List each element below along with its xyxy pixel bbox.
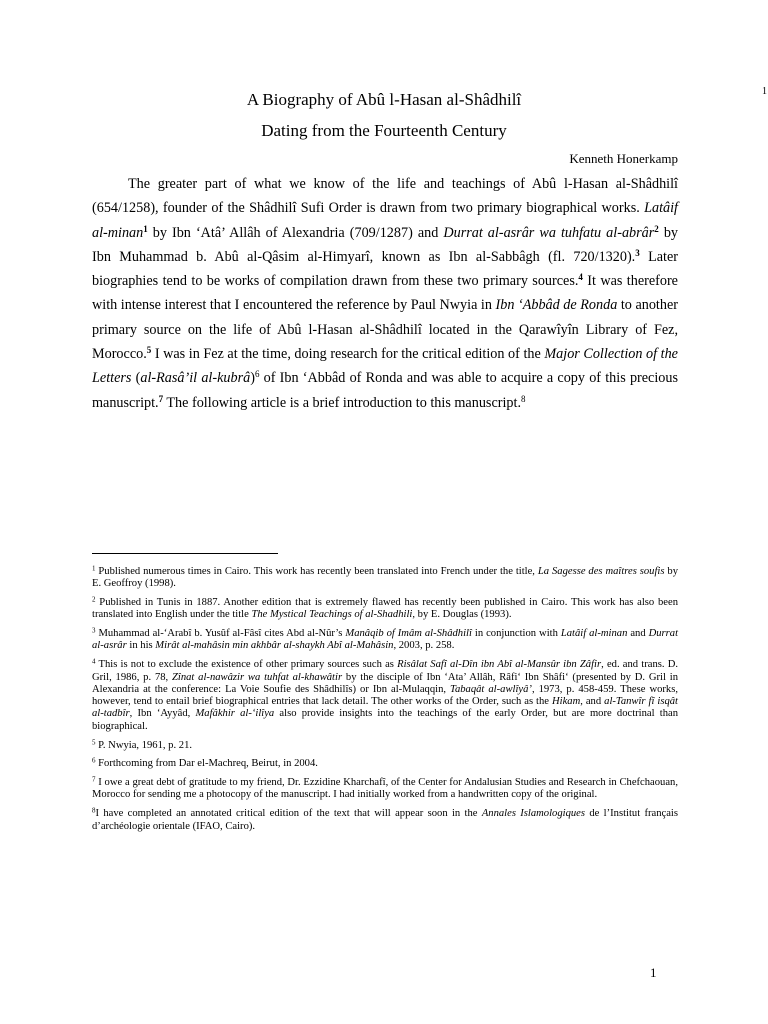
footnote-italic: Zînat al-nawâzir wa tuhfat al-khawâtir bbox=[172, 671, 343, 683]
footnote-5 bbox=[92, 740, 678, 752]
footnote-text: , by E. Douglas (1993). bbox=[412, 609, 512, 621]
page-number: 1 bbox=[650, 965, 657, 980]
body-text-segment: to another primary source on the life of Abû l-Hasan al-Shâdhilî located in the Qarawîyîn Library of Fez, Morocco. bbox=[92, 297, 678, 363]
footnote-italic: Hikam bbox=[551, 696, 581, 708]
footnote-number: 6 bbox=[92, 756, 96, 765]
footnote-text: I owe a great debt of gratitude to my friend, Dr. Ezzidine Kharchafî, of the Center for Andalusian Studies and Research in Chefchaouan, Morocco for sending me a photocopy of the manuscript. I had initially worked from a handwritten copy of the original. bbox=[92, 777, 678, 801]
work-title-latif-al-minan: Latâif al-minan bbox=[92, 200, 678, 241]
footnote-text: Muhammad al-‘Arabî b. Yusûf al-Fâsî cites Abd al-Nûr’s bbox=[95, 628, 346, 640]
footnote-ref-7: 7 bbox=[158, 393, 164, 404]
body-text-segment: The greater part of what we know of the life and teachings of Abû l-Hasan al-Shâdhilî (654/1258), founder of the Shâdhilî Sufi Order is drawn from two primary biographical works. bbox=[92, 176, 678, 217]
footnote-6 bbox=[92, 758, 678, 770]
footnote-text: by E. Geoffroy (1998). bbox=[92, 566, 679, 590]
footnote-number: 2 bbox=[92, 595, 96, 604]
body-text-segment: of Ibn ‘Abbâd of Ronda and was able to acquire a copy of this precious manuscript. bbox=[92, 370, 679, 411]
body-paragraph bbox=[92, 172, 678, 415]
footnote-ref-4: 4 bbox=[578, 272, 583, 283]
footnote-number: 1 bbox=[92, 564, 96, 573]
footnote-text: Forthcoming from Dar el-Machreq, Beirut, in 2004. bbox=[95, 758, 318, 770]
footnote-italic: al-Tanwîr fî isqât al-tadbîr bbox=[92, 696, 678, 720]
footnote-4 bbox=[92, 659, 678, 733]
footnote-7 bbox=[92, 777, 678, 802]
footnote-italic: Annales Islamologiques bbox=[481, 808, 586, 820]
footnote-text: Published numerous times in Cairo. This work has recently been translated into French under the title, bbox=[95, 566, 538, 577]
document-title: A Biography of Abû l-Hasan al-Shâdhilî bbox=[246, 90, 522, 109]
body-text-segment: Later biographies tend to be works of compilation drawn from these two primary sources. bbox=[92, 248, 678, 290]
footnote-text: P. Nwyia, 1961, p. 21. bbox=[95, 739, 193, 751]
footnote-italic: Mafâkhir al-‘ilîya bbox=[195, 708, 275, 720]
author-name: Kenneth Honerkamp bbox=[569, 151, 678, 166]
footnote-number: 4 bbox=[92, 657, 96, 666]
footnote-2 bbox=[92, 597, 678, 622]
footnote-text: , 2003, p. 258. bbox=[393, 640, 455, 652]
footnote-text: de l’Institut français d’archéologie orientale (IFAO, Cairo). bbox=[92, 808, 679, 832]
footnote-ref-8: 8 bbox=[521, 393, 526, 404]
document-subtitle: Dating from the Fourteenth Century bbox=[261, 121, 507, 140]
footnote-ref-6: 6 bbox=[254, 369, 260, 380]
footnote-number: 5 bbox=[92, 738, 96, 747]
footnote-text: This is not to exclude the existence of other primary sources such as bbox=[95, 659, 398, 671]
footnote-8 bbox=[92, 808, 678, 833]
footnote-ref-5: 5 bbox=[146, 345, 152, 356]
footnote-1 bbox=[92, 566, 678, 591]
footnote-italic: Risâlat Safî al-Dîn ibn Abî al-Mansûr ibn Zâfir bbox=[397, 659, 602, 671]
footnote-text: in his bbox=[126, 640, 156, 652]
footnote-italic: Tabaqât al-awlîyâ’ bbox=[450, 683, 532, 695]
footnote-text: by the disciple of Ibn ‘Ata’ Allâh, Râfi‘ Ibn Shâfi‘ (presented by D. Gril in Alexandria at the conference: La Voie Soufie des Shâdhilîs) or Ibn al-Mulaqqin, bbox=[92, 671, 678, 695]
work-title-major-collection: Major Collection of the Letters bbox=[92, 346, 678, 387]
footnote-text: and bbox=[627, 628, 649, 640]
body-text-segment: by Ibn ‘Atâ’ Allâh of Alexandria (709/1287) and bbox=[147, 224, 444, 241]
footnote-text: in conjunction with bbox=[471, 628, 561, 640]
footnote-text: , and bbox=[580, 696, 605, 708]
work-title-durrat-al-asrar: Durrat al-asrâr wa tuhfatu al-abrâr bbox=[443, 224, 655, 241]
footnote-ref-1: 1 bbox=[143, 223, 148, 234]
footnote-number: 7 bbox=[92, 775, 96, 784]
body-text-segment: I was in Fez at the time, doing research for the critical edition of the bbox=[151, 346, 545, 363]
footnote-italic: The Mystical Teachings of al-Shadhili bbox=[251, 609, 413, 621]
corner-page-number: 1 bbox=[762, 86, 767, 97]
footnote-ref-3: 3 bbox=[635, 247, 640, 258]
footnote-italic: Latâif al-minan bbox=[560, 628, 628, 640]
footnote-3 bbox=[92, 628, 678, 653]
footnote-text: , ed. and trans. D. Gril, 1986, p. 78, bbox=[92, 659, 679, 683]
body-text-segment: ) bbox=[250, 370, 255, 387]
body-text-segment: by Ibn Muhammad b. Abû al-Qâsim al-Himyarî, known as Ibn al-Sabbâgh (fl. 720/1320). bbox=[92, 224, 679, 265]
footnote-italic: La Sagesse des maîtres soufis bbox=[537, 566, 665, 577]
body-text-segment: It was therefore with intense interest that I encountered the reference by Paul Nwyia in bbox=[92, 273, 678, 314]
work-title-al-rasail-al-kubra: al-Rasâ’il al-kubrâ bbox=[140, 370, 251, 387]
footnote-italic: Manâqib of Imâm al-Shâdhilî bbox=[345, 628, 472, 640]
footnotes-section bbox=[92, 566, 678, 839]
footnote-text: , Ibn ‘Ayyâd, bbox=[129, 708, 196, 720]
footnote-text: also provide insights into the teachings of the early Order, but are more doctrinal than biographical. bbox=[92, 708, 678, 732]
body-text-segment: The following article is a brief introduction to this manuscript. bbox=[163, 394, 521, 411]
footnote-number: 8 bbox=[92, 806, 96, 815]
footnote-text: Published in Tunis in 1887. Another edition that is extremely flawed has recently been published in Cairo. This work has also been translated into English under the title bbox=[92, 597, 678, 621]
footnote-text: I have completed an annotated critical edition of the text that will appear soon in the bbox=[95, 808, 482, 820]
body-text-segment: ( bbox=[131, 370, 141, 387]
footnote-number: 3 bbox=[92, 626, 96, 635]
footnote-separator bbox=[92, 553, 278, 554]
footnote-italic: Mirât al-mahâsin min akhbâr al-shaykh Abî al-Mahâsin bbox=[155, 640, 394, 652]
footnote-ref-2: 2 bbox=[654, 223, 659, 234]
footnote-italic: Durrat al-asrâr bbox=[92, 628, 679, 652]
work-title-ibn-abbad-de-ronda: Ibn ‘Abbâd de Ronda bbox=[495, 297, 618, 314]
footnote-text: , 1973, p. 458-459. These works, however, tend to entail brief biographical entries that lack detail. The other works of the Order, such as the bbox=[92, 683, 678, 708]
